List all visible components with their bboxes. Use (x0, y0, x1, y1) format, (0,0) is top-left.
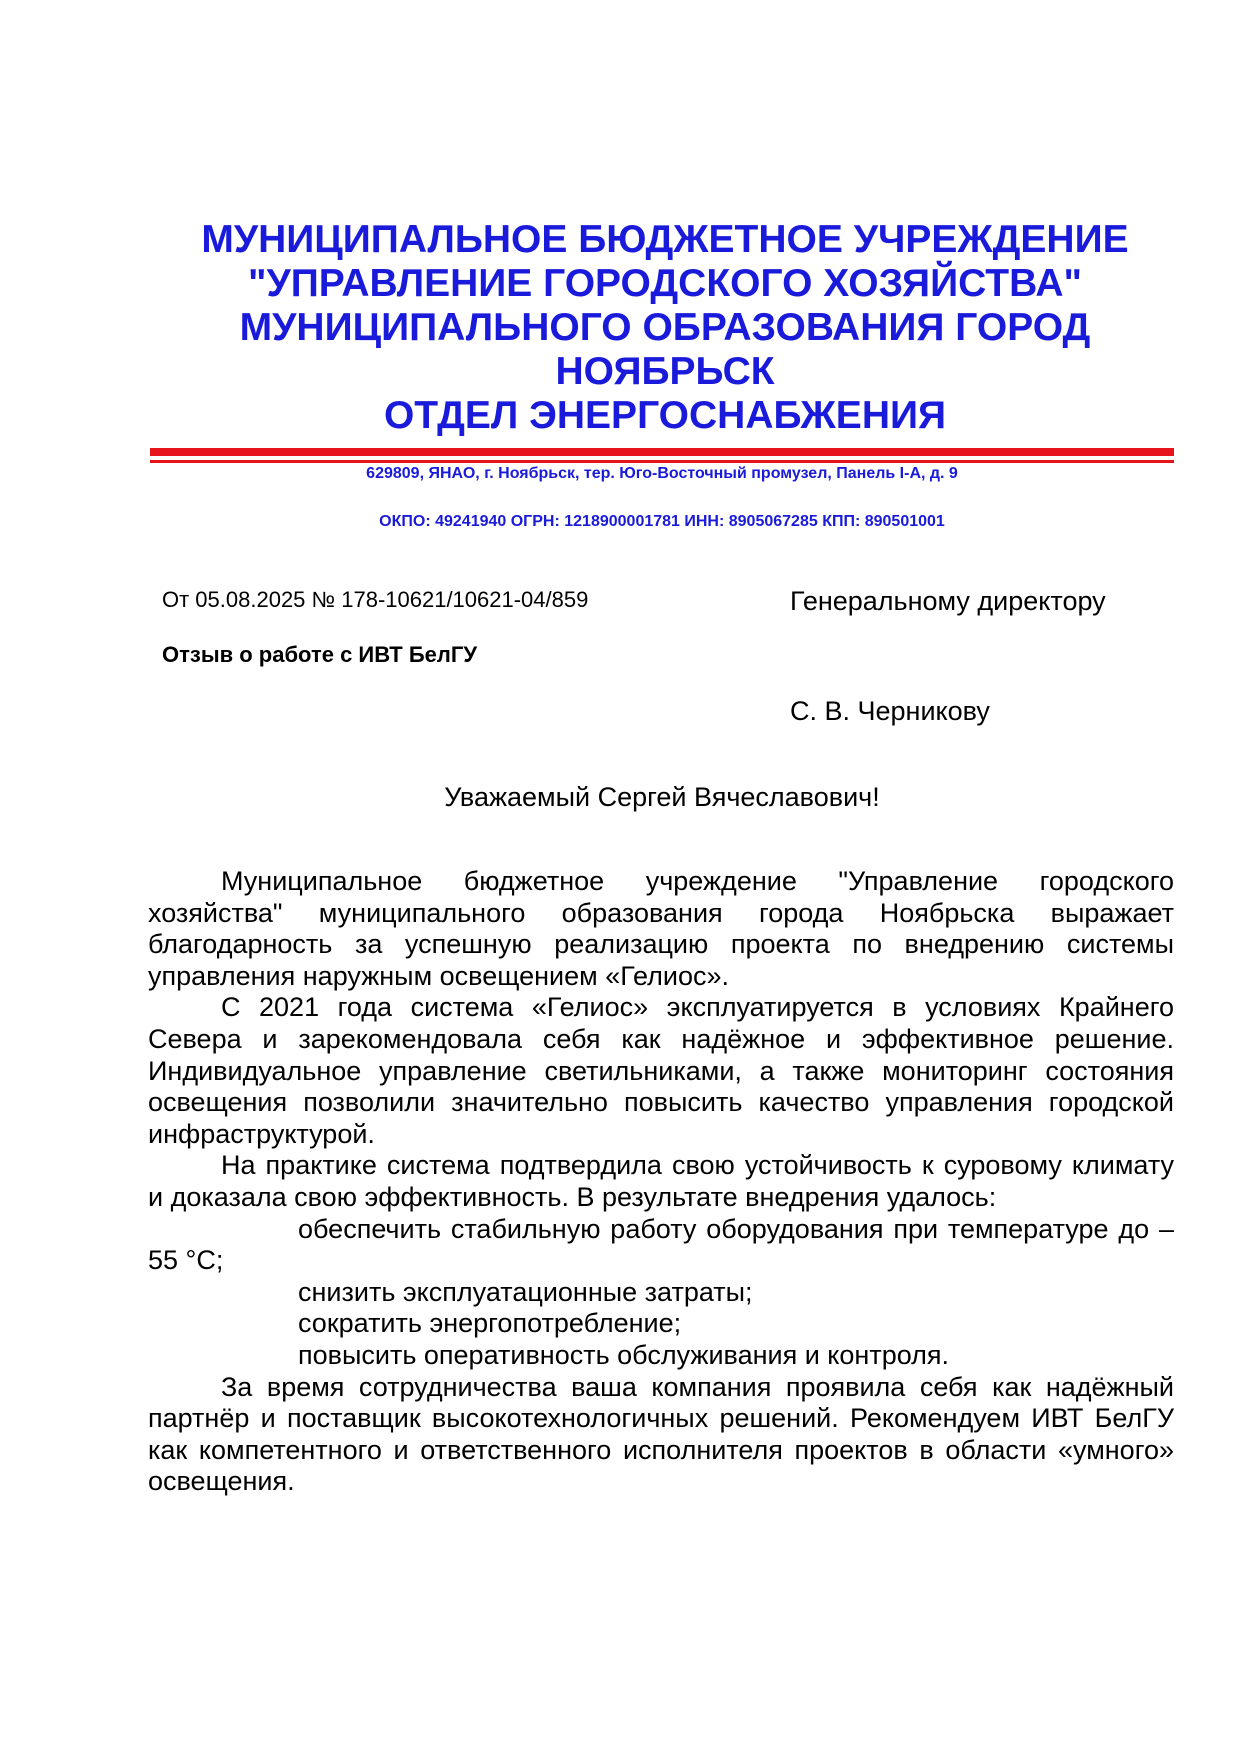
org-title-line: МУНИЦИПАЛЬНОГО ОБРАЗОВАНИЯ ГОРОД (239, 306, 1091, 349)
org-title-line: "УПРАВЛЕНИЕ ГОРОДСКОГО ХОЗЯЙСТВА" (247, 262, 1082, 305)
letter-reference: От 05.08.2025 № 178-10621/10621-04/859 (162, 587, 589, 612)
header-rule-thin (150, 460, 1174, 463)
list-item-text: сократить энергопотребление; (298, 1308, 682, 1339)
list-item-text: повысить оперативность обслуживания и контроля. (298, 1339, 950, 1370)
list-item (148, 1340, 1174, 1372)
body-paragraph: С 2021 года система «Гелиос» эксплуатируется в условиях Крайнего Севера и зарекомендовала себя как надёжное и эффективное решение. Индивидуальное управление светильниками, а также мониторинг состояния освещения позволили значительно повысить качество управления городской инфраструктурой. (148, 992, 1174, 1149)
organization-title (150, 218, 1180, 438)
org-title-line: ОТДЕЛ ЭНЕРГОСНАБЖЕНИЯ (383, 394, 947, 437)
list-item-text: обеспечить стабильную работу оборудования при температуре до –55 °C; (148, 1213, 1174, 1276)
list-item (148, 1277, 1174, 1309)
list-item (148, 1214, 1174, 1277)
results-list (148, 1214, 1174, 1372)
body-paragraph: Муниципальное бюджетное учреждение "Управление городского хозяйства" муниципального образования города Ноябрьска выражает благодарность за успешную реализацию проекта по внедрению системы управления наружным освещением «Гелиос». (148, 866, 1174, 991)
organization-codes: ОКПО: 49241940 ОГРН: 1218900001781 ИНН: 8905067285 КПП: 890501001 (379, 513, 945, 530)
letter-body (148, 866, 1174, 1498)
org-title-line: НОЯБРЬСК (555, 350, 775, 393)
addressee-title: Генеральному директору (790, 586, 1106, 616)
list-item (148, 1308, 1174, 1340)
org-title-line: МУНИЦИПАЛЬНОЕ БЮДЖЕТНОЕ УЧРЕЖДЕНИЕ (201, 218, 1129, 261)
header-rule-thick (150, 448, 1174, 456)
letter-subject: Отзыв о работе с ИВТ БелГУ (162, 642, 478, 667)
addressee-name: С. В. Черникову (790, 696, 990, 726)
letter-greeting: Уважаемый Сергей Вячеславович! (444, 782, 880, 812)
list-item-text: снизить эксплуатационные затраты; (298, 1276, 753, 1307)
body-paragraph: На практике система подтвердила свою устойчивость к суровому климату и доказала свою эффективность. В результате внедрения удалось: (148, 1150, 1174, 1212)
closing-paragraph: За время сотрудничества ваша компания проявила себя как надёжный партнёр и поставщик высокотехнологичных решений. Рекомендуем ИВТ БелГУ как компетентного и ответственного исполнителя проектов в области «умного» освещения. (148, 1371, 1174, 1497)
organization-address: 629809, ЯНАО, г. Ноябрьск, тер. Юго-Восточный промузел, Панель I-А, д. 9 (366, 465, 958, 482)
